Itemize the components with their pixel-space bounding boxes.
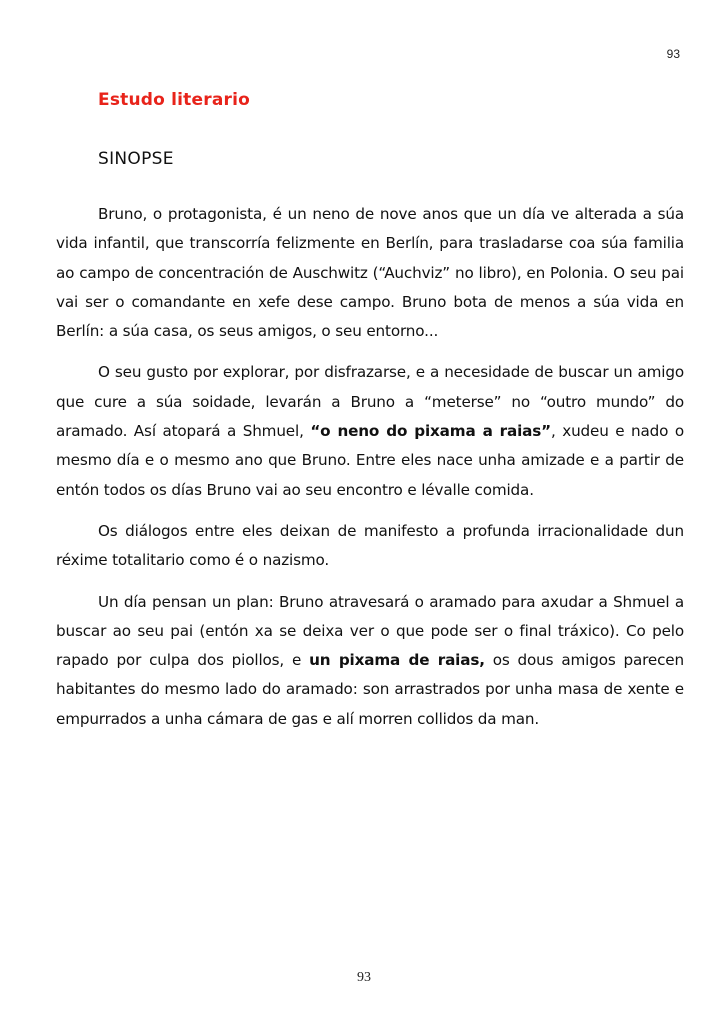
synopsis-body [56, 200, 684, 746]
paragraph-2-text-b: , xudeu e nado o mesmo día e o mesmo ano que Bruno. Entre eles nace unha amizade e a partir de entón todos os días Bruno vai ao seu encontro e lévalle comida. [56, 422, 684, 499]
paragraph-2-emphasis: “o neno do pixama a raias” [310, 422, 551, 441]
paragraph-4 [56, 588, 684, 734]
paragraph-1-text: Bruno, o protagonista, é un neno de nove anos que un día ve alterada a súa vida infantil, que transcorría felizmente en Berlín, para trasladarse coa súa familia ao campo de concentración de Auschwitz (“Auchviz” no libro), en Polonia. O seu pai vai ser o comandante en xefe dese campo. Bruno bota de menos a súa vida en Berlín: a súa casa, os seus amigos, o seu entorno... [56, 205, 684, 341]
header-page-number: 93 [666, 47, 680, 61]
paragraph-2-text-a: O seu gusto por explorar, por disfrazarse, e a necesidade de buscar un amigo que cure a súa soidade, levarán a Bruno a “meterse” no “outro mundo” do aramado. Así atopará a Shmuel, [56, 363, 684, 441]
section-title: Estudo literario [98, 90, 250, 110]
paragraph-3-text: Os diálogos entre eles deixan de manifesto a profunda irracionalidade dun réxime totalitario como é o nazismo. [56, 521, 684, 570]
subsection-title: SINOPSE [98, 149, 174, 169]
paragraph-4-emphasis: un pixama de raias, [309, 651, 485, 670]
paragraph-3 [56, 517, 684, 576]
paragraph-4-text-b: os dous amigos parecen habitantes do mesmo lado do aramado: son arrastrados por unha masa de xente e empurrados a unha cámara de gas e alí morren collidos da man. [56, 651, 684, 728]
paragraph-1 [56, 200, 684, 346]
paragraph-2 [56, 358, 684, 504]
footer-page-number: 93 [357, 970, 371, 985]
paragraph-4-text-a: Un día pensan un plan: Bruno atravesará o aramado para axudar a Shmuel a buscar ao seu pai (entón xa se deixa ver o que pode ser o final tráxico). Co pelo rapado por culpa dos piollos, e [56, 592, 684, 670]
